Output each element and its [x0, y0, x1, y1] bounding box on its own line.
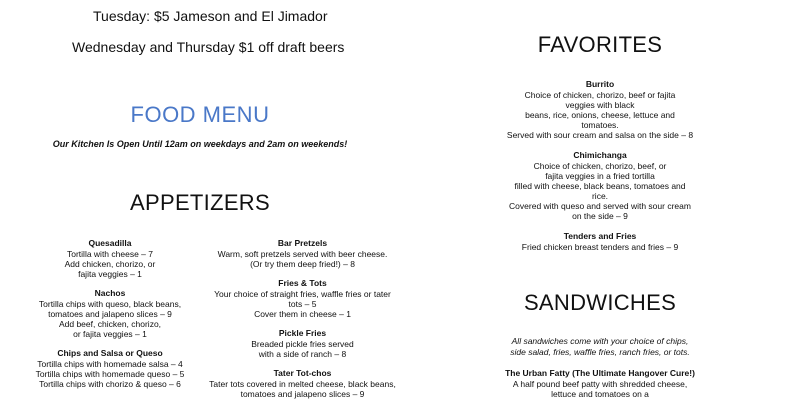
menu-item-tater-totchos — [200, 368, 405, 399]
special-tuesday: Tuesday: $5 Jameson and El Jimador — [93, 8, 328, 24]
special-wed-thu: Wednesday and Thursday $1 off draft beers — [72, 39, 345, 55]
appetizers-heading: APPETIZERS — [130, 190, 270, 215]
item-line: Choice of chicken, chorizo, beef, or — [533, 161, 667, 171]
item-line: Tortilla chips with chorizo & queso – 6 — [39, 379, 181, 389]
item-line: with a side of ranch – 8 — [258, 349, 347, 359]
item-line: or fajita veggies – 1 — [73, 329, 147, 339]
item-line: Fried chicken breast tenders and fries – 9 — [521, 242, 679, 252]
appetizers-left-column — [10, 238, 210, 389]
kitchen-hours: Our Kitchen Is Open Until 12am on weekdays and 2am on weekends! — [52, 139, 348, 149]
item-line: Warm, soft pretzels served with beer cheese. — [217, 249, 388, 259]
sandwiches-column — [490, 336, 710, 399]
item-name: Quesadilla — [88, 238, 132, 248]
menu-item-chimichanga — [490, 150, 710, 221]
item-line: fajita veggies in a fried tortilla — [545, 171, 655, 181]
sandwiches-heading: SANDWICHES — [523, 290, 677, 315]
item-line: filled with cheese, black beans, tomatoes and — [514, 181, 686, 191]
item-line: veggies with black — [565, 100, 635, 110]
item-line: Add chicken, chorizo, or — [64, 259, 156, 269]
item-line: Your choice of straight fries, waffle fries or tater — [214, 289, 391, 299]
item-line: Tortilla chips with homemade salsa – 4 — [37, 359, 183, 369]
item-line: Choice of chicken, chorizo, beef or fajita — [524, 90, 676, 100]
item-name: Nachos — [94, 288, 126, 298]
item-line: tots – 5 — [288, 299, 317, 309]
item-line: Add beef, chicken, chorizo, — [58, 319, 162, 329]
appetizers-right-column — [200, 238, 405, 399]
menu-item-urban-fatty — [490, 368, 710, 399]
item-line: Tortilla with cheese – 7 — [67, 249, 153, 259]
item-line: fajita veggies – 1 — [78, 269, 142, 279]
note-line: side salad, fries, waffle fries, ranch fries, or tots. — [510, 347, 690, 357]
item-name: Tenders and Fries — [563, 231, 637, 241]
item-line: lettuce and tomatoes on a — [551, 389, 649, 399]
item-line: Cover them in cheese – 1 — [254, 309, 351, 319]
item-name: Pickle Fries — [278, 328, 327, 338]
item-line: (Or try them deep fried!) – 8 — [250, 259, 355, 269]
item-name: Fries & Tots — [278, 278, 327, 288]
menu-item-fries-tots — [200, 278, 405, 319]
menu-item-tenders-fries — [490, 231, 710, 252]
item-line: rice. — [591, 191, 609, 201]
food-menu-title: FOOD MENU — [130, 102, 270, 127]
item-name: The Urban Fatty (The Ultimate Hangover Cure!) — [505, 368, 695, 378]
menu-item-pickle-fries — [200, 328, 405, 359]
item-line: Tortilla chips with homemade queso – 5 — [35, 369, 185, 379]
favorites-column — [490, 79, 710, 252]
item-line: Tortilla chips with queso, black beans, — [38, 299, 182, 309]
menu-item-quesadilla — [10, 238, 210, 279]
item-name: Chimichanga — [573, 150, 627, 160]
item-name: Bar Pretzels — [277, 238, 328, 248]
menu-item-bar-pretzels — [200, 238, 405, 269]
sandwiches-note — [490, 336, 710, 358]
item-line: tomatoes. — [581, 120, 619, 130]
item-line: A half pound beef patty with shredded cheese, — [512, 379, 688, 389]
item-line: tomatoes and jalapeno slices – 9 — [240, 389, 365, 399]
menu-item-chips-salsa — [10, 348, 210, 389]
item-name: Chips and Salsa or Queso — [57, 348, 163, 358]
item-line: Breaded pickle fries served — [251, 339, 354, 349]
item-line: Tater tots covered in melted cheese, black beans, — [209, 379, 396, 389]
item-line: beans, rice, onions, cheese, lettuce and — [525, 110, 675, 120]
menu-item-burrito — [490, 79, 710, 140]
note-line: All sandwiches come with your choice of chips, — [511, 336, 689, 346]
item-name: Tater Tot-chos — [273, 368, 332, 378]
menu-item-nachos — [10, 288, 210, 339]
favorites-heading: FAVORITES — [537, 32, 663, 57]
item-line: tomatoes and jalapeno slices – 9 — [48, 309, 172, 319]
item-line: on the side – 9 — [572, 211, 628, 221]
item-name: Burrito — [585, 79, 615, 89]
item-line: Served with sour cream and salsa on the side – 8 — [506, 130, 694, 140]
item-line: Covered with queso and served with sour cream — [509, 201, 691, 211]
